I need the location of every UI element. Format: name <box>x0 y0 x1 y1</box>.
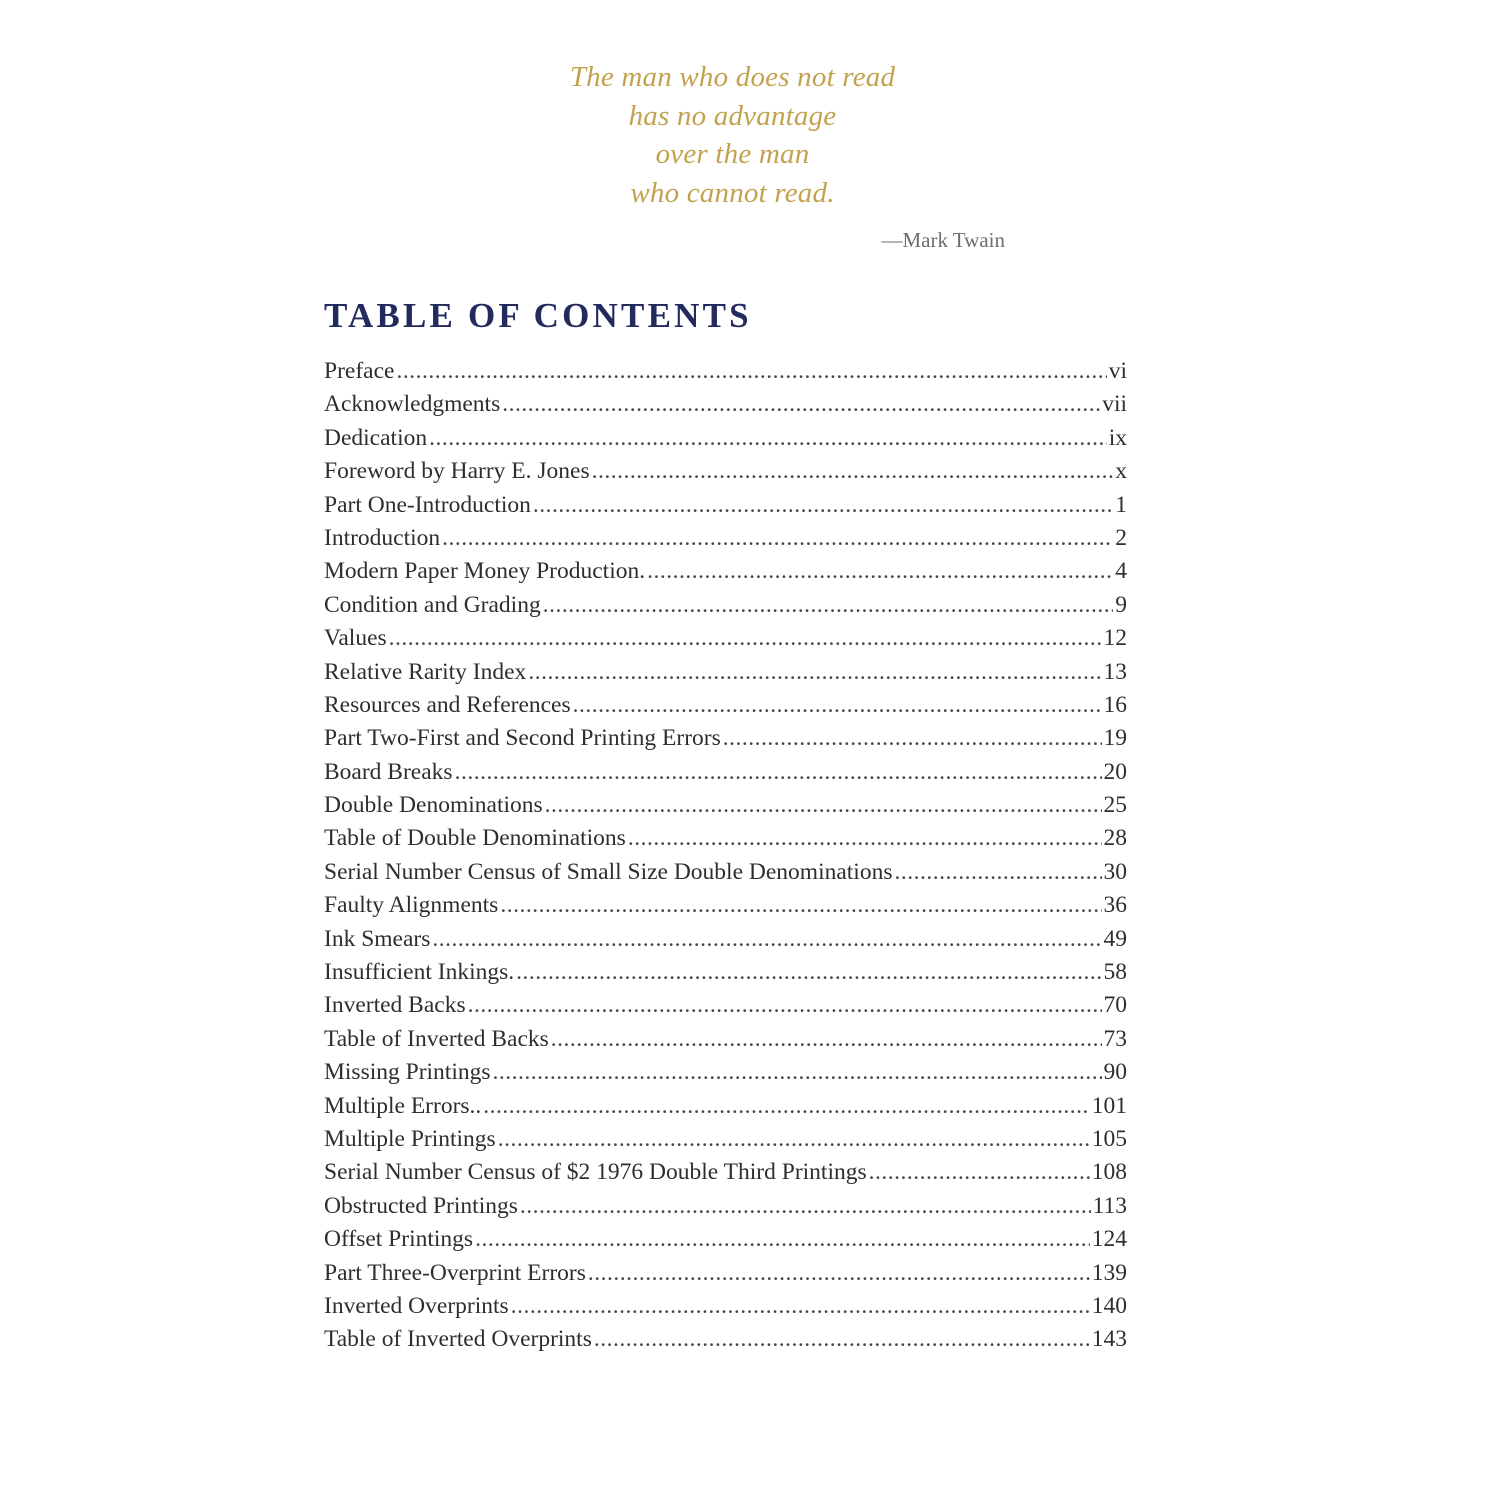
epigraph-line: The man who does not read <box>569 61 896 93</box>
dot-leader <box>592 458 1114 485</box>
toc-entry-page-number: 1 <box>1115 491 1127 518</box>
toc-entry <box>324 592 1127 625</box>
dot-leader <box>432 926 1101 953</box>
dot-leader <box>520 1193 1091 1220</box>
toc-entry-page-number: 73 <box>1103 1025 1127 1052</box>
toc-entry-title: Table of Inverted Backs <box>324 1025 549 1052</box>
toc-entry-title: Modern Paper Money Production. <box>324 558 646 585</box>
dot-leader <box>498 1126 1090 1153</box>
dot-leader <box>475 1226 1090 1253</box>
toc-entry <box>324 659 1127 692</box>
epigraph-line: who cannot read. <box>630 176 835 209</box>
epigraph-line: over the man <box>655 138 810 170</box>
dot-leader <box>628 825 1102 852</box>
dot-leader <box>543 592 1114 619</box>
toc-entry-page-number: 19 <box>1103 725 1127 752</box>
toc-entry-title: Table of Inverted Overprints <box>324 1326 592 1353</box>
dot-leader <box>468 992 1102 1019</box>
epigraph-line: has no advantage <box>628 99 837 132</box>
toc-heading: TABLE OF CONTENTS <box>324 296 752 335</box>
dot-leader <box>551 1026 1102 1053</box>
toc-entry <box>324 792 1127 825</box>
toc-entry <box>324 1260 1127 1293</box>
toc-entry-page-number: 30 <box>1103 858 1127 885</box>
toc-entry <box>324 425 1127 458</box>
dot-leader <box>516 959 1101 986</box>
toc-entry-title: Multiple Errors.. <box>324 1092 482 1119</box>
toc-entry-page-number: 140 <box>1091 1292 1127 1319</box>
toc-entry <box>324 725 1127 758</box>
toc-entry <box>324 558 1127 591</box>
toc-entry <box>324 625 1127 658</box>
toc-entry <box>324 458 1127 491</box>
dot-leader <box>429 425 1107 452</box>
toc-entry-page-number: vi <box>1108 358 1127 384</box>
dot-leader <box>500 892 1101 919</box>
toc-entry-page-number: 70 <box>1103 992 1127 1019</box>
toc-entry <box>324 358 1127 391</box>
toc-entry <box>324 492 1127 525</box>
epigraph-attribution: —Mark Twain <box>881 228 1005 252</box>
toc-entry-page-number: 113 <box>1092 1192 1127 1219</box>
toc-entry-page-number: 101 <box>1091 1092 1127 1119</box>
toc-entry <box>324 692 1127 725</box>
toc-entry-page-number: 4 <box>1115 558 1127 585</box>
toc-entry-page-number: 9 <box>1115 591 1127 618</box>
toc-entry-page-number: 105 <box>1091 1125 1127 1152</box>
toc-entry <box>324 1126 1127 1159</box>
dot-leader <box>502 391 1100 418</box>
toc-entry-title: Double Denominations <box>324 792 543 819</box>
dot-leader <box>483 1093 1089 1120</box>
toc-entry <box>324 1059 1127 1092</box>
toc-entry-page-number: 2 <box>1115 524 1127 551</box>
dot-leader <box>455 759 1102 786</box>
toc-entry-title: Insufficient Inkings. <box>324 959 515 986</box>
toc-entry-page-number: 36 <box>1103 892 1127 919</box>
toc-entry <box>324 1026 1127 1059</box>
toc-entry-page-number: ix <box>1108 424 1127 451</box>
dot-leader <box>528 659 1101 686</box>
dot-leader <box>442 525 1113 552</box>
toc-entry-title: Serial Number Census of $2 1976 Double Third Printings <box>324 1159 867 1186</box>
toc-entry-title: Missing Printings <box>324 1059 491 1086</box>
dot-leader <box>493 1059 1102 1086</box>
toc-entry <box>324 1093 1127 1126</box>
toc-entry <box>324 1159 1127 1192</box>
dot-leader <box>895 859 1102 886</box>
dot-leader <box>594 1326 1090 1353</box>
toc-entry-page-number: 139 <box>1091 1259 1127 1286</box>
toc-entry-title: Condition and Grading <box>324 591 541 618</box>
toc-entry-page-number: 90 <box>1103 1059 1127 1086</box>
toc-entry-title: Introduction <box>324 524 441 551</box>
toc-entry-title: Relative Rarity Index <box>324 658 527 685</box>
toc-entry-title: Obstructed Printings <box>324 1192 518 1219</box>
dot-leader <box>396 358 1106 385</box>
toc-entry-page-number: 16 <box>1103 691 1127 718</box>
dot-leader <box>723 725 1102 752</box>
toc-entry-page-number: vii <box>1102 391 1127 418</box>
toc-entry-title: Acknowledgments <box>324 391 501 418</box>
toc-list <box>324 358 1127 1360</box>
epigraph-quote <box>480 58 985 212</box>
toc-entry <box>324 992 1127 1025</box>
toc-entry-page-number: 28 <box>1103 825 1127 852</box>
toc-entry <box>324 525 1127 558</box>
toc-entry-page-number: 13 <box>1103 658 1127 685</box>
toc-entry-title: Resources and References <box>324 691 571 718</box>
toc-entry-page-number: 20 <box>1103 758 1127 785</box>
toc-entry <box>324 892 1127 925</box>
dot-leader <box>869 1159 1090 1186</box>
toc-entry <box>324 1226 1127 1259</box>
toc-entry <box>324 959 1127 992</box>
dot-leader <box>545 792 1102 819</box>
toc-entry-title: Offset Printings <box>324 1226 474 1253</box>
toc-entry-page-number: 12 <box>1103 625 1127 652</box>
toc-entry <box>324 825 1127 858</box>
toc-entry-page-number: x <box>1115 458 1127 485</box>
toc-entry-title: Board Breaks <box>324 758 453 785</box>
toc-entry-title: Multiple Printings <box>324 1125 496 1152</box>
toc-entry-title: Inverted Backs <box>324 992 466 1019</box>
toc-entry-title: Part One-Introduction <box>324 491 531 518</box>
toc-entry-title: Ink Smears <box>324 925 431 952</box>
dot-leader <box>588 1260 1090 1287</box>
dot-leader <box>389 625 1102 652</box>
toc-entry-page-number: 124 <box>1091 1226 1127 1253</box>
toc-entry <box>324 1293 1127 1326</box>
toc-entry <box>324 926 1127 959</box>
dot-leader <box>573 692 1102 719</box>
toc-entry-title: Foreword by Harry E. Jones <box>324 458 590 485</box>
toc-entry <box>324 1193 1127 1226</box>
toc-entry <box>324 759 1127 792</box>
toc-entry-page-number: 49 <box>1103 925 1127 952</box>
toc-entry-title: Part Three-Overprint Errors <box>324 1259 586 1286</box>
toc-entry-title: Faulty Alignments <box>324 892 499 919</box>
toc-entry-title: Table of Double Denominations <box>324 825 626 852</box>
toc-entry-title: Part Two-First and Second Printing Errors <box>324 725 721 752</box>
toc-entry <box>324 1326 1127 1359</box>
toc-entry-page-number: 108 <box>1091 1159 1127 1186</box>
toc-entry-page-number: 143 <box>1091 1326 1127 1353</box>
toc-entry-title: Inverted Overprints <box>324 1292 509 1319</box>
toc-entry-title: Values <box>324 625 387 652</box>
toc-entry-title: Dedication <box>324 424 428 451</box>
toc-entry <box>324 859 1127 892</box>
toc-entry-title: Serial Number Census of Small Size Double Denominations <box>324 858 893 885</box>
toc-entry <box>324 391 1127 424</box>
dot-leader <box>647 558 1113 585</box>
dot-leader <box>511 1293 1090 1320</box>
dot-leader <box>533 492 1113 519</box>
toc-entry-page-number: 25 <box>1103 792 1127 819</box>
toc-entry-title: Preface <box>324 358 395 384</box>
toc-entry-page-number: 58 <box>1103 959 1127 986</box>
